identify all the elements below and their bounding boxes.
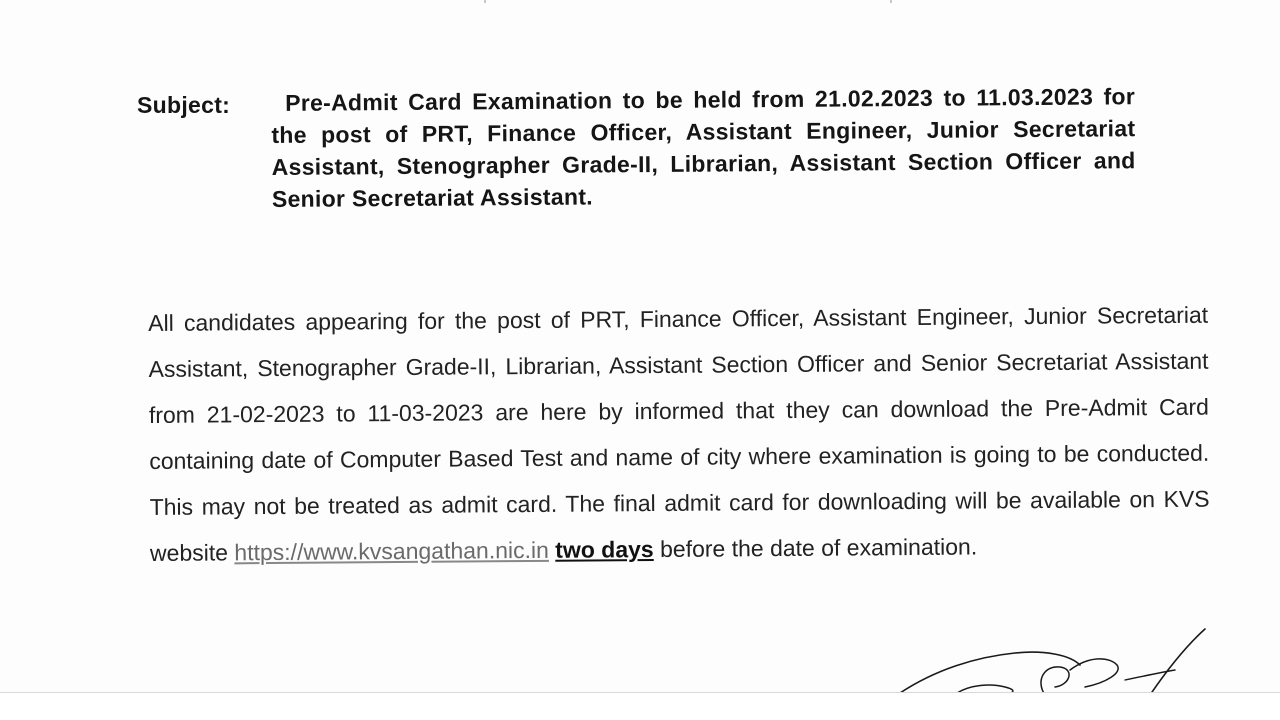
signature-image [895, 625, 1215, 695]
subject-text: Pre-Admit Card Examination to be held from 21.02.2023 to 11.03.2023 for the post of PRT, Finance Officer, Assistant Engineer, Junior Secretariat Assistant, Stenographer Grade-II, Librarian, Assistant Section Officer and Senior Secretariat Assistant. [271, 83, 1136, 212]
scan-speck [484, 0, 486, 3]
body-end-text: before the date of examination. [659, 533, 978, 562]
body-main-text: All candidates appearing for the post of PRT, Finance Officer, Assistant Engineer, Junior Secretariat Assistant, Stenographer Grade-II, Librarian, Assistant Section Officer and Senior Secretariat Assistant from 21-02-2023 to 11-03-2023 are here by informed that they can download the Pre-Admit Card containing date of Computer Based Test and name of city where examination is going to be conducted. This may not be treated as admit card. The final admit card for downloading will be available on KVS website [148, 301, 1210, 566]
body-paragraph [148, 292, 1210, 576]
page-bottom-margin [0, 693, 1280, 720]
website-link[interactable]: https://www.kvsangathan.nic.in [234, 536, 549, 566]
emphasis-text: two days [555, 536, 654, 563]
scan-speck [890, 0, 892, 3]
subject-label: Subject: [137, 92, 231, 118]
